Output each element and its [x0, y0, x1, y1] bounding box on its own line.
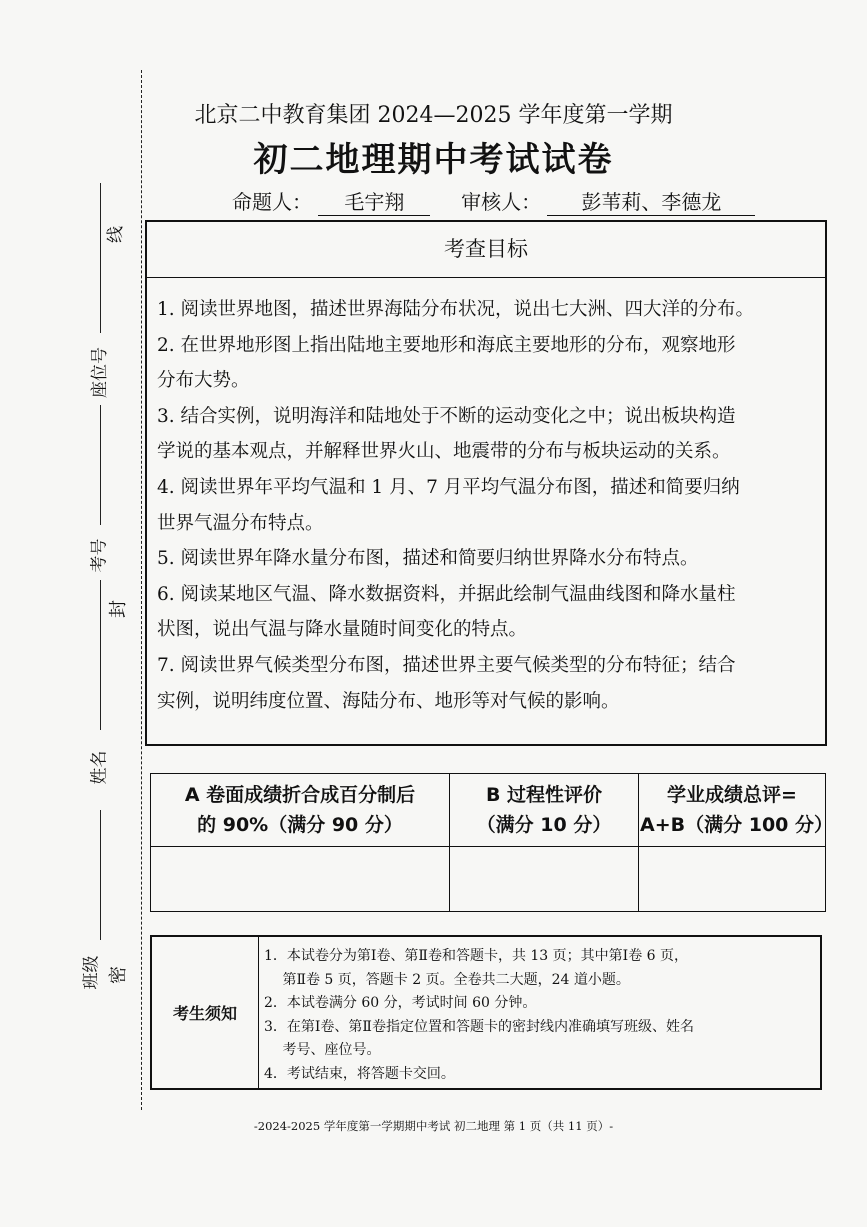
objective-line: 3. 结合实例，说明海洋和陆地处于不断的运动变化之中；说出板块构造 — [157, 405, 736, 427]
score-col-a-line2: 的 90%（满分 90 分） — [197, 814, 403, 836]
notice-list — [264, 945, 814, 1086]
score-col-b-line2: （满分 10 分） — [476, 814, 612, 836]
reviewer-label: 审核人： — [461, 190, 542, 214]
score-col-a — [151, 774, 450, 847]
objective-line: 5. 阅读世界年降水量分布图，描述和简要归纳世界降水分布特点。 — [157, 548, 699, 570]
notice-line: 4．考试结束，将答题卡交回。 — [264, 1065, 455, 1082]
margin-seal-char-2: 密 — [108, 966, 129, 984]
objective-line: 学说的基本观点，并解释世界火山、地震带的分布与板块运动的关系。 — [157, 441, 731, 463]
reviewer-names: 彭苇莉、李德龙 — [547, 186, 755, 216]
authors-line — [232, 186, 755, 216]
objective-line: 分布大势。 — [157, 370, 250, 392]
objective-line: 实例，说明纬度位置、海陆分布、地形等对气候的影响。 — [157, 690, 620, 712]
school-term-line: 北京二中教育集团 2024—2025 学年度第一学期 — [194, 103, 673, 128]
objectives-list — [147, 278, 825, 719]
margin-exam-no-label: 考号 — [89, 538, 110, 573]
exam-title: 初二地理期中考试试卷 — [253, 140, 614, 180]
notice-line: 1．本试卷分为第Ⅰ卷、第Ⅱ卷和答题卡，共 13 页；其中第Ⅰ卷 6 页， — [264, 948, 689, 964]
score-b-cell[interactable] — [450, 847, 639, 912]
score-total-cell[interactable] — [639, 847, 826, 912]
objective-line: 4. 阅读世界年平均气温和 1 月、7 月平均气温分布图，描述和简要归纳 — [157, 476, 740, 498]
class-fill-line — [100, 810, 101, 940]
notice-label: 考生须知 — [152, 937, 259, 1088]
objective-line: 7. 阅读世界气候类型分布图，描述世界主要气候类型的分布特征；结合 — [157, 654, 736, 676]
notice-line: 考号、座位号。 — [264, 1042, 381, 1058]
setter-label: 命题人： — [232, 190, 312, 214]
exam-notice-box — [150, 935, 822, 1090]
notice-line: 第Ⅱ卷 5 页，答题卡 2 页。全卷共二大题，24 道小题。 — [264, 971, 630, 988]
objective-line: 6. 阅读某地区气温、降水数据资料，并据此绘制气温曲线图和降水量柱 — [157, 583, 736, 605]
objective-line: 2. 在世界地形图上指出陆地主要地形和海底主要地形的分布，观察地形 — [157, 334, 736, 356]
page-footer: -2024-2025 学年度第一学期期中考试 初二地理 第 1 页（共 11 页）- — [253, 1119, 614, 1133]
name-fill-line — [100, 580, 101, 730]
score-col-total-line1: 学业成绩总评= — [667, 784, 797, 806]
objectives-box — [145, 220, 827, 746]
notice-line: 2．本试卷满分 60 分，考试时间 60 分钟。 — [264, 995, 537, 1011]
margin-name-label: 姓名 — [89, 750, 110, 785]
setter-name: 毛宇翔 — [318, 186, 430, 216]
objective-line: 状图，说出气温与降水量随时间变化的特点。 — [157, 619, 528, 641]
score-col-b — [450, 774, 639, 847]
margin-line-char: 线 — [106, 226, 126, 243]
score-col-total — [639, 774, 833, 847]
binding-dashed-line — [141, 70, 142, 1110]
score-col-b-line1: B 过程性评价 — [485, 784, 603, 806]
score-table — [150, 773, 833, 912]
score-col-a-line1: A 卷面成绩折合成百分制后 — [184, 784, 416, 806]
score-a-cell[interactable] — [151, 847, 450, 912]
objectives-heading: 考查目标 — [147, 222, 825, 278]
exam-no-fill-line — [100, 405, 101, 525]
objective-line: 1. 阅读世界地图，描述世界海陆分布状况，说出七大洲、四大洋的分布。 — [157, 299, 755, 320]
margin-seal-char: 封 — [108, 600, 129, 618]
score-col-total-line2: A+B（满分 100 分） — [640, 814, 833, 836]
objective-line: 世界气温分布特点。 — [157, 512, 324, 534]
margin-class-label: 班级 — [81, 955, 102, 990]
margin-seat-label: 座位号 — [90, 347, 110, 398]
notice-line: 3．在第Ⅰ卷、第Ⅱ卷指定位置和答题卡的密封线内准确填写班级、姓名 — [264, 1018, 694, 1035]
seat-fill-line — [100, 183, 101, 333]
